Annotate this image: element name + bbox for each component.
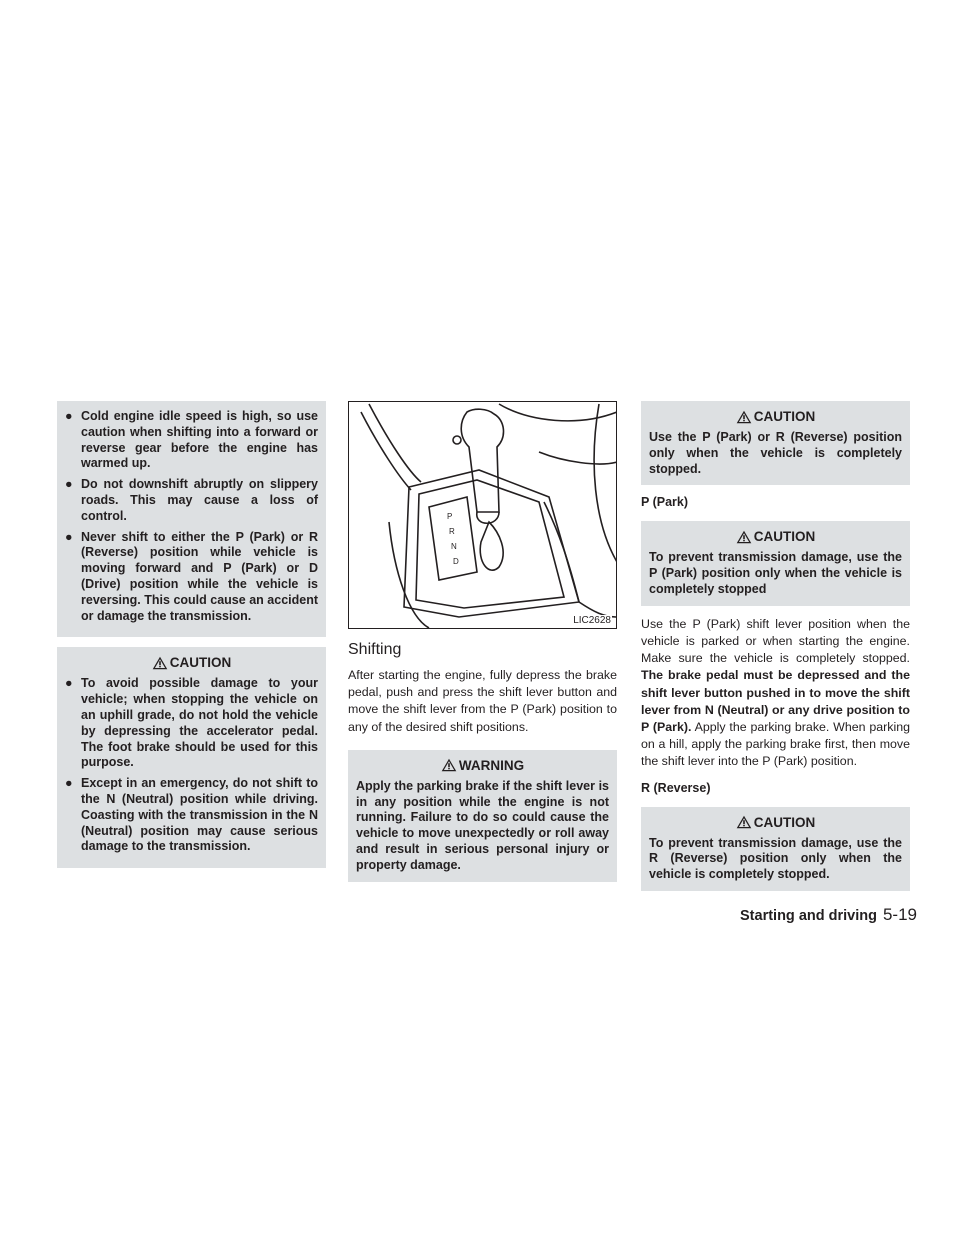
list-item: ● Cold engine idle speed is high, so use caution when shifting into a forward or reverse gear before the engine has warmed up. — [65, 409, 318, 471]
warning-triangle-icon — [152, 656, 168, 670]
caution-text: To prevent transmission damage, use the R (Reverse) position only when the vehicle is completely stopped. — [649, 835, 902, 882]
shifting-intro: After starting the engine, fully depress the brake pedal, push and press the shift lever button and move the shift lever from the P (Park) position to any of the desired shift positions. — [348, 668, 617, 734]
caution-heading: CAUTION — [649, 815, 902, 830]
warning-heading: WARNING — [356, 758, 609, 773]
caution-heading: CAUTION — [65, 655, 318, 670]
page-number: 5-19 — [882, 905, 917, 924]
caution-text: Use the P (Park) or R (Reverse) position only when the vehicle is completely stopped. — [649, 430, 902, 476]
shift-letter: R — [449, 527, 455, 536]
shift-letter: N — [451, 542, 457, 551]
warning-triangle-icon — [736, 410, 752, 424]
shift-letter: D — [453, 557, 459, 566]
page-footer — [740, 905, 917, 925]
shift-positions — [447, 512, 459, 566]
shift-lever-drawing — [349, 402, 617, 629]
caution-box — [641, 807, 910, 891]
bullet-icon: ● — [65, 776, 73, 791]
bullet-icon: ● — [65, 409, 73, 423]
caution-heading: CAUTION — [649, 409, 902, 424]
list-item: ● Do not downshift abruptly on slippery roads. This may cause a loss of control. — [65, 477, 318, 523]
bullet-icon: ● — [65, 477, 73, 492]
warning-box — [348, 750, 617, 882]
warning-text: Apply the parking brake if the shift lever is in any position while the engine is not running. Failure to do so could cause the vehicle to move unexpectedly or roll away and result in serious personal injury or property damage. — [356, 778, 609, 872]
bullet-icon: ● — [65, 529, 73, 544]
reverse-heading: R (Reverse) — [641, 780, 711, 795]
left-column — [57, 401, 326, 878]
park-paragraph: Use the P (Park) shift lever position when the vehicle is parked or when starting the engine. Make sure the vehicle is completely stopped. The brake pedal must be depressed and the shift lever button pushed in to move the shift lever from N (Neutral) or any drive position to P (Park). Apply the parking brake. When parking on a hill, apply the parking brake first, then move the shift lever into the P (Park) position. — [641, 616, 911, 769]
footer-section: Starting and driving — [740, 908, 877, 924]
park-heading: P (Park) — [641, 495, 689, 510]
middle-column — [348, 401, 617, 892]
shift-lever-illustration — [348, 401, 617, 629]
list-item: ● Except in an emergency, do not shift to the N (Neutral) position while driving. Coasting with the transmission in the N (Neutral) position may cause serious damage to the transmission. — [65, 776, 318, 854]
bullet-icon: ● — [65, 676, 73, 691]
shift-letter: P — [447, 512, 453, 521]
warning-triangle-icon — [441, 758, 457, 772]
caution-box — [641, 401, 910, 485]
list-item: ● Never shift to either the P (Park) or R (Reverse) position while vehicle is moving forward and P (Park) or D (Drive) position while the vehicle is reversing. This could cause an accident or damage the transmission. — [65, 529, 318, 623]
warning-triangle-icon — [736, 815, 752, 829]
list-item: ● To avoid possible damage to your vehicle; when stopping the vehicle on an uphill grade, do not hold the vehicle by depressing the accelerator pedal. The foot brake should be used for this purpose. — [65, 676, 318, 770]
warning-bullets-box — [57, 401, 326, 637]
warning-triangle-icon — [736, 530, 752, 544]
caution-box — [57, 647, 326, 868]
caution-heading: CAUTION — [649, 529, 902, 544]
caution-box — [641, 521, 910, 605]
figure-label: LIC2628 — [573, 615, 611, 626]
section-title: Shifting — [348, 641, 402, 658]
caution-text: To prevent transmission damage, use the P (Park) position only when the vehicle is completely stopped — [649, 550, 902, 596]
right-column — [641, 401, 910, 901]
